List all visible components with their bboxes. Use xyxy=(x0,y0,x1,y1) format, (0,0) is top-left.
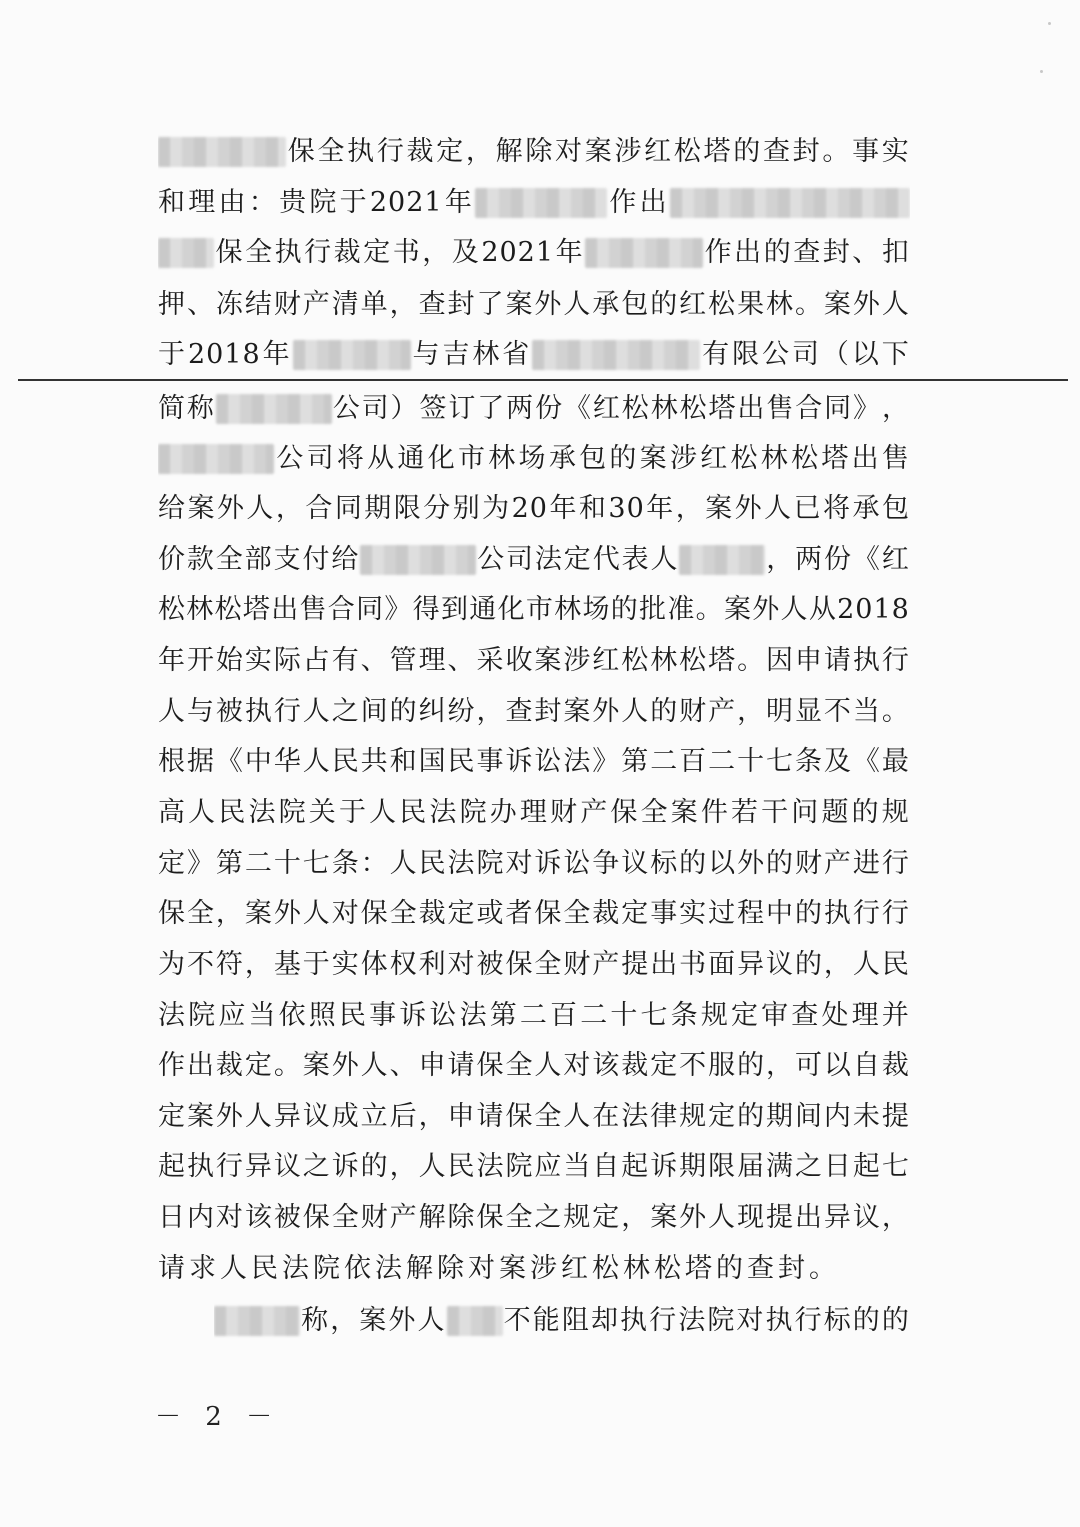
text-line: 保 全 执 行 裁 定 书 ， 及 2021 年 作 出 的 查 封 、 扣 xyxy=(158,233,910,273)
redacted-text xyxy=(670,188,910,218)
text-line: 和 理 由 ： 贵 院 于 2021 年 作 出 xyxy=(158,183,910,223)
text-line: 于 2018 年 与 吉 林 省 有 限 公 司 （ 以 下 xyxy=(158,339,910,370)
text-line: 简 称 公 司 ） 签 订 了 两 份 《 红 松 林 松 塔 出 售 合 同 》 ， xyxy=(158,393,910,424)
text-line: 保 全 ， 案 外 人 对 保 全 裁 定 或 者 保 全 裁 定 事 实 过 程 中 的 执 行 行 xyxy=(158,898,910,929)
redacted-text xyxy=(216,394,332,424)
scan-speck xyxy=(1048,22,1051,25)
text-line: 年 开 始 实 际 占 有 、 管 理 、 采 收 案 涉 红 松 林 松 塔 。 因 申 请 执 行 xyxy=(158,645,910,676)
text-line: 日 内 对 该 被 保 全 财 产 解 除 保 全 之 规 定 ， 案 外 人 现 提 出 异 议 ， xyxy=(158,1202,910,1233)
text-line: 定 》 第 二 十 七 条 ： 人 民 法 院 对 诉 讼 争 议 标 的 以 外 的 财 产 进 行 xyxy=(158,848,910,879)
text-line: 价 款 全 部 支 付 给 公 司 法 定 代 表 人 ， 两 份 《 红 xyxy=(158,544,910,575)
redacted-text xyxy=(447,1306,503,1336)
redacted-text xyxy=(158,137,286,167)
text-line: 公 司 将 从 通 化 市 林 场 承 包 的 案 涉 红 松 林 松 塔 出 售 xyxy=(158,439,910,479)
text-line: 作 出 裁 定 。 案 外 人 、 申 请 保 全 人 对 该 裁 定 不 服 的 ， 可 以 自 裁 xyxy=(158,1050,910,1081)
redacted-text xyxy=(475,188,607,218)
text-line: 定 案 外 人 异 议 成 立 后 ， 申 请 保 全 人 在 法 律 规 定 的 期 间 内 未 提 xyxy=(158,1101,910,1132)
redacted-text xyxy=(532,340,700,370)
redacted-text xyxy=(214,1306,300,1336)
text-line: 人 与 被 执 行 人 之 间 的 纠 纷 ， 查 封 案 外 人 的 财 产 ， 明 显 不 当 。 xyxy=(158,696,910,727)
redacted-text xyxy=(679,545,765,575)
text-line: 起 执 行 异 议 之 诉 的 ， 人 民 法 院 应 当 自 起 诉 期 限 届 满 之 日 起 七 xyxy=(158,1151,910,1182)
redacted-text xyxy=(360,545,476,575)
redacted-text xyxy=(585,238,703,268)
text-line: 称 ， 案 外 人 不 能 阻 却 执 行 法 院 对 执 行 标 的 的 xyxy=(214,1301,910,1341)
text-line: 松 林 松 塔 出 售 合 同 》 得 到 通 化 市 林 场 的 批 准 。 案 外 人 从 2018 xyxy=(158,594,910,625)
horizontal-divider xyxy=(18,379,1068,381)
text-line: 根 据 《 中 华 人 民 共 和 国 民 事 诉 讼 法 》 第 二 百 二 十 七 条 及 《 最 xyxy=(158,746,910,777)
text-line: 法 院 应 当 依 照 民 事 诉 讼 法 第 二 百 二 十 七 条 规 定 审 查 处 理 并 xyxy=(158,1000,910,1031)
text-line: 请 求 人 民 法 院 依 法 解 除 对 案 涉 红 松 林 松 塔 的 查 封 。 xyxy=(158,1253,837,1284)
text-line: 高 人 民 法 院 关 于 人 民 法 院 办 理 财 产 保 全 案 件 若 干 问 题 的 规 xyxy=(158,797,910,828)
text-line: 保 全 执 行 裁 定 ， 解 除 对 案 涉 红 松 塔 的 查 封 。 事 实 xyxy=(158,132,910,172)
scan-speck xyxy=(1040,70,1043,73)
text-line: 为 不 符 ， 基 于 实 体 权 利 对 被 保 全 财 产 提 出 书 面 异 议 的 ， 人 民 xyxy=(158,949,910,980)
text-line: 押 、 冻 结 财 产 清 单 ， 查 封 了 案 外 人 承 包 的 红 松 果 林 。 案 外 人 xyxy=(158,289,910,320)
page-number: － 2 － xyxy=(155,1402,281,1432)
redacted-text xyxy=(158,238,214,268)
redacted-text xyxy=(158,444,274,474)
redacted-text xyxy=(293,340,411,370)
text-line: 给 案 外 人 ， 合 同 期 限 分 别 为 20 年 和 30 年 ， 案 外 人 已 将 承 包 xyxy=(158,493,910,524)
